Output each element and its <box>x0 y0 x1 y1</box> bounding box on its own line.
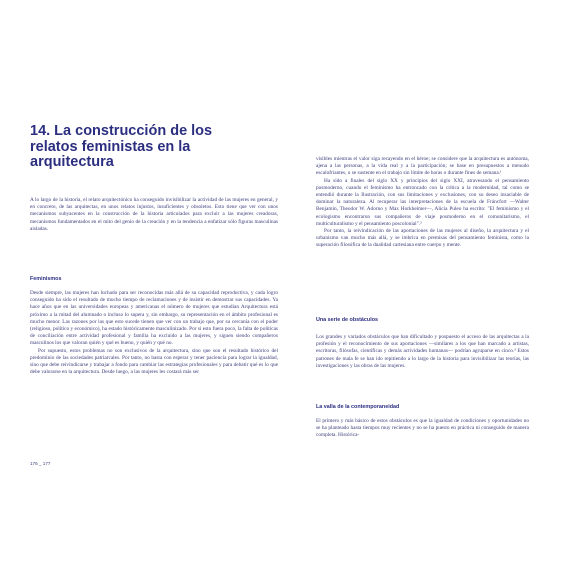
feminismos-paragraph-1: Desde siempre, las mujeres han luchado para ser reconocidas más allá de su capacidad reproductiva, y cada logro conseguido ha sido el resultado de mucho tiempo de reclamaciones y de insistir en demostrar sus capacidades. Ya hace años que en las universidades europeas y americanas el número de mujeres que estudian Arquitectura está próximo a la mitad del alumnado o incluso lo supera y, sin embargo, su representación en el ámbito profesional es mucho menor. Las razones por las que esto sucede tienen que ver con un trabajo que, por su cercanía con el poder (religioso, político y económico), ha estado históricamente masculinizado. Por si esto fuera poco, la falta de políticas de conciliación entre actividad profesional y familia ha excluido a las mujeres, y siguen siendo compañeros masculinos los que valoran quién y qué es bueno, y quién y qué no. <box>30 290 278 347</box>
obstaculos-text-block <box>316 334 529 370</box>
obstaculos-paragraph-1: Los grandes y variados obstáculos que han dificultado y pospuesto el acceso de las arquitectas a la profesión y el reconocimiento de sus aportaciones —similares a los que han marcado a artistas, escritoras, filósofas, científicas y demás actividades humanas— podrían agruparse en cinco.³ Estos patrones de mala fe se han ido repitiendo a lo largo de la historia para invisibilizar las teorías, las investigaciones y las obras de las mujeres. <box>316 334 529 369</box>
valla-text-block <box>316 418 529 440</box>
continuation-paragraph-3: Por tanto, la reivindicación de las aportaciones de las mujeres al diseño, la arquitectura y el urbanismo van mucho más allá, y se imbrica en premisas del pensamiento feminista, como la superación filosófica de la dualidad cartesiana entre cuerpo y mente. <box>316 228 529 249</box>
intro-paragraph-block <box>30 197 278 233</box>
feminismos-text-block <box>30 290 278 376</box>
intro-paragraph: A lo largo de la historia, el relato arquitectónico ha conseguido invisibilizar la actividad de las mujeres en general, y en concreto, de las arquitectas, en unos relatos injustos, insuficientes y obsoletos. Esto tiene que ver con unos mecanismos subyacentes en la construcción de la historia articulados para excluir a las mujeres creadoras, mecanismos fundamentados en el mito del genio de la creación y en la tendencia a enfatizar sólo figuras masculinas aisladas. <box>30 197 278 232</box>
continuation-paragraph-2: Ha sido a finales del siglo XX y principios del siglo XXI, atravesando el pensamiento posmoderno, cuando el feminismo ha entroncado con la crítica a la modernidad, tal como se entendió durante la Ilustración, con sus limitaciones y exclusiones, con su deseo insaciable de dominar la naturaleza. Al recuperar las interpretaciones de la escuela de Fráncfort —Walter Benjamin, Theodor W. Adorno y Max Horkheimer—, Alicia Puleo ha escrito: "El feminismo y el ecologismo encontraron sus compañeros de viaje posmoderno en el comunitarismo, el multiculturalismo y el pensamiento poscolonial".² <box>316 177 529 227</box>
page-numbers: 176 _ 177 <box>30 461 51 466</box>
valla-paragraph-1: El primero y más básico de estos obstáculos es que la igualdad de condiciones y oportunidades no se ha planteado hasta tiempos muy recientes y no se ha puesto en práctica ni conseguido de manera completa. Histórica- <box>316 418 529 439</box>
section-heading-obstaculos: Una serie de obstáculos <box>316 317 379 323</box>
section-heading-valla: La valla de la contemporaneidad <box>316 404 400 410</box>
feminismos-paragraph-2: Por supuesto, estos problemas no son exclusivos de la arquitectura, sino que son el resultado histórico del predominio de las sociedades patriarcales. Por tanto, no basta con esperar y tener paciencia para lograr la igualdad, sino que debe reivindicarse y trabajar a fondo para cambiar las estrategias profesionales y para debatir qué es lo que debe valorarse en la arquitectura. Desde luego, a las mujeres les costará más ser <box>30 347 278 376</box>
continuation-paragraph-1: visibles mientras el valor siga recayendo en el héroe; se considere que la arquitectura es autónoma, ajena a las personas, a la vida real y a la participación; se base en presupuestos a menudo escalofriantes, o se sustente en el trabajo sin límite de horas o durante fines de semana.¹ <box>316 156 529 177</box>
right-continuation-block <box>316 156 529 250</box>
chapter-title: 14. La construcción de los relatos feministas en la arquitectura <box>30 123 213 171</box>
section-heading-feminismos: Feminismos <box>30 276 62 282</box>
